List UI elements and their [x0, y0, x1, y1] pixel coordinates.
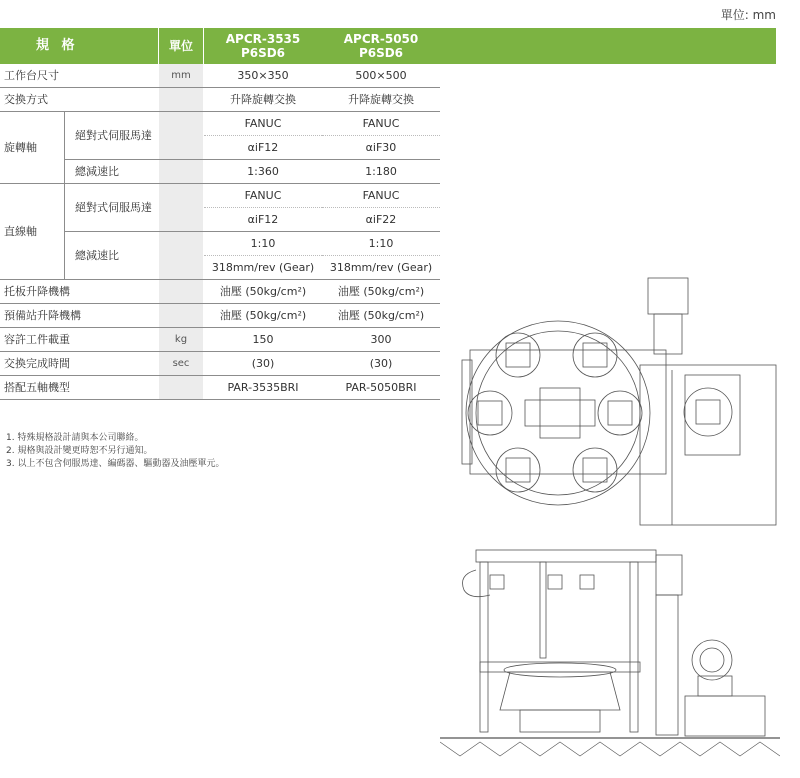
value-line: αiF12	[247, 213, 279, 226]
row-unit	[159, 304, 204, 328]
value-line: αiF12	[247, 141, 279, 154]
row-value-a: 油壓 (50kg/cm²)	[204, 304, 323, 328]
value-line: 1:10	[204, 232, 322, 256]
row-unit	[159, 376, 204, 400]
model-a-name: APCR-3535	[225, 32, 301, 46]
table-row	[0, 376, 440, 400]
footnote: 2. 規格與設計變更時恕不另行通知。	[6, 446, 153, 456]
row-label: 絕對式伺服馬達	[65, 112, 159, 160]
row-value-a: 150	[204, 328, 323, 352]
row-value-a: 升降旋轉交換	[204, 88, 323, 112]
row-unit	[159, 280, 204, 304]
value-line: FANUC	[322, 184, 440, 208]
footnote: 3. 以上不包含伺服馬達、編碼器、驅動器及油壓單元。	[6, 459, 225, 469]
unit-column-header: 單位	[159, 28, 204, 64]
table-row	[0, 160, 440, 184]
row-unit: sec	[159, 352, 204, 376]
model-a-suffix: P6SD6	[240, 46, 286, 60]
row-unit: mm	[159, 64, 204, 88]
row-value-a: (30)	[204, 352, 323, 376]
row-unit	[159, 232, 204, 280]
row-value-a	[204, 112, 323, 160]
row-value-b: 油壓 (50kg/cm²)	[322, 280, 440, 304]
row-label: 工作台尺寸	[0, 64, 159, 88]
row-value-b	[322, 232, 440, 280]
row-value-b: 升降旋轉交換	[322, 88, 440, 112]
row-label: 容許工件載重	[0, 328, 159, 352]
table-row	[0, 232, 440, 280]
row-value-b: PAR-5050BRI	[322, 376, 440, 400]
table-row	[0, 280, 440, 304]
row-value-b: 油壓 (50kg/cm²)	[322, 304, 440, 328]
row-value-a	[204, 232, 323, 280]
value-line: 318mm/rev (Gear)	[211, 261, 315, 274]
model-b-name: APCR-5050	[343, 32, 419, 46]
row-unit	[159, 112, 204, 160]
table-row	[0, 88, 440, 112]
value-line: 318mm/rev (Gear)	[329, 261, 433, 274]
row-label: 搭配五軸機型	[0, 376, 159, 400]
model-b-suffix: P6SD6	[358, 46, 404, 60]
row-unit	[159, 184, 204, 232]
table-row	[0, 352, 440, 376]
row-value-b: 1:180	[322, 160, 440, 184]
row-value-b	[322, 184, 440, 232]
model-a-header	[204, 28, 323, 64]
machine-drawing	[440, 270, 780, 770]
table-header-row	[0, 28, 440, 64]
table-row	[0, 184, 440, 232]
row-value-a: PAR-3535BRI	[204, 376, 323, 400]
spec-table	[0, 28, 440, 400]
row-value-a: 油壓 (50kg/cm²)	[204, 280, 323, 304]
row-label: 預備站升降機構	[0, 304, 159, 328]
value-line: αiF22	[365, 213, 397, 226]
unit-note: 單位: mm	[720, 8, 776, 22]
footnote: 1. 特殊規格設計請與本公司聯絡。	[6, 433, 144, 443]
table-row	[0, 304, 440, 328]
table-row	[0, 112, 440, 160]
row-label: 總減速比	[65, 232, 159, 280]
value-line: FANUC	[204, 184, 322, 208]
value-line: αiF30	[365, 141, 397, 154]
row-label: 托板升降機構	[0, 280, 159, 304]
top-view	[462, 278, 776, 525]
row-value-b: (30)	[322, 352, 440, 376]
row-label: 總減速比	[65, 160, 159, 184]
row-value-a: 1:360	[204, 160, 323, 184]
row-label: 交換方式	[0, 88, 159, 112]
value-line: FANUC	[204, 112, 322, 136]
front-view	[440, 550, 780, 756]
row-unit	[159, 160, 204, 184]
value-line: FANUC	[322, 112, 440, 136]
model-b-header	[322, 28, 440, 64]
spec-column-header: 規 格	[0, 28, 159, 64]
table-row	[0, 64, 440, 88]
pallet-station	[468, 333, 642, 492]
row-unit	[159, 88, 204, 112]
footnotes	[6, 432, 224, 471]
table-row	[0, 328, 440, 352]
group-label: 旋轉軸	[0, 112, 65, 184]
row-label: 絕對式伺服馬達	[65, 184, 159, 232]
value-line: 1:10	[322, 232, 440, 256]
row-label: 交換完成時間	[0, 352, 159, 376]
row-value-b: 500×500	[322, 64, 440, 88]
group-label: 直線軸	[0, 184, 65, 280]
row-value-a: 350×350	[204, 64, 323, 88]
row-value-b: 300	[322, 328, 440, 352]
row-unit: kg	[159, 328, 204, 352]
row-value-b	[322, 112, 440, 160]
row-value-a	[204, 184, 323, 232]
